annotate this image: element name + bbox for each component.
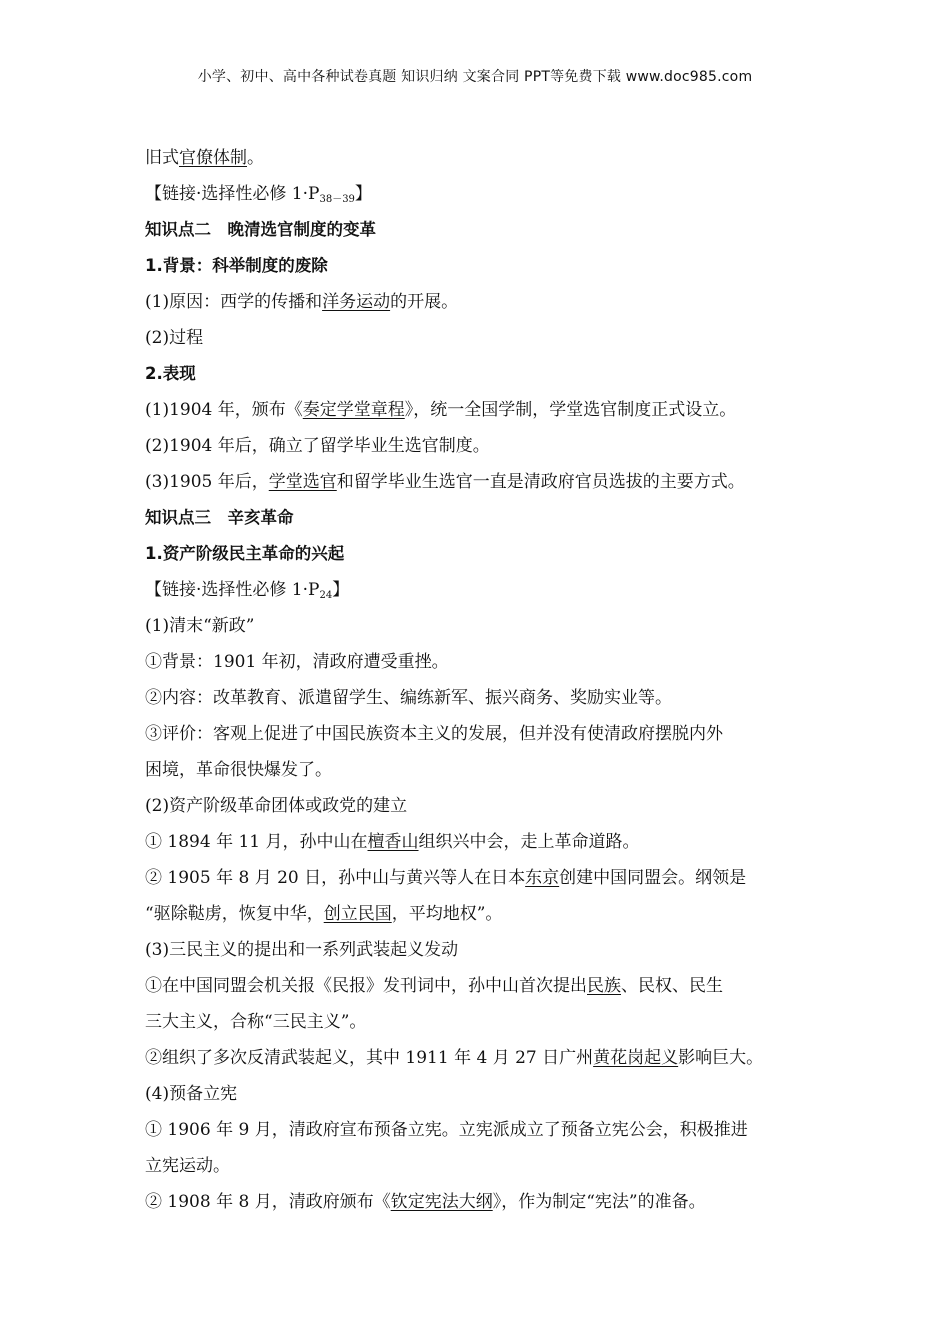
text-segment: (1)清末“新政” [145,616,255,636]
text-segment: 1.资产阶级民主革命的兴起 [145,544,345,563]
text-segment: (2)过程 [145,328,204,348]
text-segment: 】 [332,580,350,600]
text-line [145,320,813,356]
text-line [145,1040,813,1076]
text-line [145,716,813,752]
page-subscript: 38－39 [319,194,355,205]
section-heading [145,248,813,284]
text-segment: 三大主义，合称“三民主义”。 [145,1012,367,1032]
page-header: 小学、初中、高中各种试卷真题 知识归纳 文案合同 PPT等免费下载 www.doc985.com [197,69,753,85]
text-line [145,140,813,176]
underlined-answer: 创立民国 [323,904,392,924]
text-segment: ，平均地权”。 [391,904,503,924]
text-segment: 》，作为制定“宪法”的准备。 [492,1192,706,1212]
text-line [145,788,813,824]
text-segment: 【链接·选择性必修 1·P [145,184,320,204]
text-segment: ② 1908 年 8 月，清政府颁布《 [145,1192,391,1212]
text-line [145,464,813,500]
text-line [145,896,813,932]
text-segment: ②组织了多次反清武装起义，其中 1911 年 4 月 27 日广州 [145,1048,594,1068]
section-heading [145,212,813,248]
text-segment: 组织兴中会，走上革命道路。 [418,832,640,852]
text-segment: ①在中国同盟会机关报《民报》发刊词中，孙中山首次提出 [145,976,587,996]
text-line [145,284,813,320]
text-line [145,932,813,968]
text-segment: 和留学毕业生选官一直是清政府官员选拔的主要方式。 [336,472,745,492]
text-segment: (1)原因：西学的传播和 [145,292,323,312]
text-segment: ②内容：改革教育、派遣留学生、编练新军、振兴商务、奖励实业等。 [145,688,672,708]
text-segment: 知识点二 晚清选官制度的变革 [145,220,376,239]
text-segment: 。 [247,148,264,168]
text-segment: 》，统一全国学制，学堂选官制度正式设立。 [404,400,737,420]
text-segment: (2)资产阶级革命团体或政党的建立 [145,796,408,816]
text-segment: (4)预备立宪 [145,1084,238,1104]
section-heading [145,536,813,572]
text-line [145,176,813,212]
text-segment: ② 1905 年 8 月 20 日，孙中山与黄兴等人在日本 [145,868,526,888]
text-line [145,752,813,788]
text-segment: 立宪运动。 [145,1156,230,1176]
text-segment: ③评价：客观上促进了中国民族资本主义的发展，但并没有使清政府摆脱内外 [145,724,723,744]
section-heading [145,500,813,536]
text-line [145,1004,813,1040]
text-segment: (2)1904 年后，确立了留学毕业生选官制度。 [145,436,490,456]
text-line [145,392,813,428]
text-line [145,608,813,644]
text-segment: 2.表现 [145,364,196,383]
text-segment: 知识点三 辛亥革命 [145,508,294,527]
text-line [145,1148,813,1184]
text-line [145,1184,813,1220]
document-body [145,140,813,1220]
page-subscript: 24 [319,590,333,601]
text-segment: ① 1906 年 9 月，清政府宣布预备立宪。立宪派成立了预备立宪公会，积极推进 [145,1120,748,1140]
underlined-answer: 学堂选官 [268,472,337,492]
underlined-answer: 民族 [587,976,621,996]
text-segment: 、民权、民生 [621,976,723,996]
text-segment: (3)三民主义的提出和一系列武装起义发动 [145,940,459,960]
text-segment: (1)1904 年，颁布《 [145,400,303,420]
underlined-answer: 钦定宪法大纲 [390,1192,493,1212]
text-segment: 旧式 [145,148,179,168]
text-line [145,1112,813,1148]
text-segment: “驱除鞑虏，恢复中华， [145,904,324,924]
text-segment: ① 1894 年 11 月，孙中山在 [145,832,368,852]
underlined-answer: 官僚体制 [179,148,247,168]
underlined-answer: 奏定学堂章程 [302,400,405,420]
text-line [145,824,813,860]
text-segment: 的开展。 [390,292,459,312]
underlined-answer: 檀香山 [367,832,419,852]
text-line [145,860,813,896]
text-segment: ①背景：1901 年初，清政府遭受重挫。 [145,652,449,672]
text-line [145,1076,813,1112]
text-line [145,572,813,608]
underlined-answer: 黄花岗起义 [593,1048,679,1068]
underlined-answer: 洋务运动 [322,292,391,312]
text-segment: 【链接·选择性必修 1·P [145,580,320,600]
text-segment: (3)1905 年后， [145,472,269,492]
text-segment: 影响巨大。 [678,1048,764,1068]
underlined-answer: 东京 [525,868,560,888]
section-heading [145,356,813,392]
text-segment: 困境，革命很快爆发了。 [145,760,332,780]
text-segment: 1.背景：科举制度的废除 [145,256,328,275]
text-line [145,428,813,464]
text-segment: 创建中国同盟会。纲领是 [559,868,747,888]
text-line [145,644,813,680]
text-line [145,680,813,716]
text-line [145,968,813,1004]
text-segment: 】 [354,184,372,204]
